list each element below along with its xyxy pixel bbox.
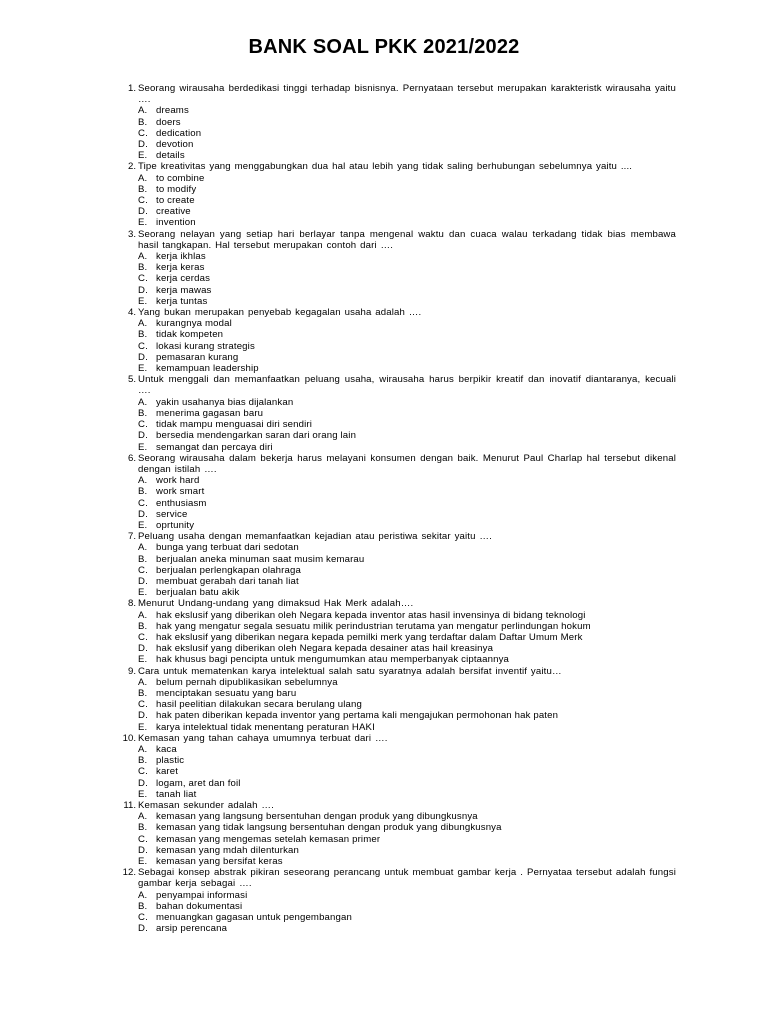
option-text: berjualan perlengkapan olahraga	[156, 564, 301, 576]
option-letter: C.	[138, 127, 148, 139]
option-text: hak paten diberikan kepada inventor yang pertama kali mengajukan permohonan hak paten	[156, 710, 559, 722]
question-number: 1.	[127, 83, 136, 94]
option-text: hak khusus bagi pencipta untuk mengumumkan atau memperbanyak ciptaannya	[156, 654, 510, 666]
answer-option	[138, 352, 676, 363]
option-text: yakin usahanya bias dijalankan	[156, 396, 294, 408]
answer-option	[138, 195, 676, 206]
question-text: Seorang wirausaha dalam bekerja harus melayani konsumen dengan baik. Menurut Paul Charlap hal tersebut dikenal dengan istilah ….	[138, 452, 676, 475]
option-letter: E.	[138, 150, 148, 162]
answer-option	[138, 475, 676, 486]
option-letter: A.	[138, 743, 148, 755]
answer-option	[138, 318, 676, 329]
option-letter: A.	[138, 542, 148, 554]
option-text: tidak mampu menguasai diri sendiri	[156, 419, 313, 431]
option-letter: E.	[138, 587, 148, 599]
option-text: details	[156, 150, 185, 162]
answer-option	[138, 117, 676, 128]
answer-option	[138, 285, 676, 296]
option-text: karya intelektual tidak menentang peraturan HAKI	[156, 721, 375, 733]
option-text: invention	[156, 217, 196, 229]
answer-option	[138, 722, 676, 733]
question-item	[110, 161, 676, 228]
option-text: bahan dokumentasi	[156, 900, 243, 912]
option-text: kemasan yang mengemas setelah kemasan primer	[156, 833, 381, 845]
answer-options	[110, 251, 676, 307]
option-letter: C.	[138, 195, 148, 207]
answer-option	[138, 621, 676, 632]
answer-option	[138, 610, 676, 621]
option-text: to create	[156, 195, 195, 207]
answer-option	[138, 262, 676, 273]
option-letter: B.	[138, 620, 148, 632]
question-item	[110, 531, 676, 598]
option-text: kerja cerdas	[156, 273, 211, 285]
answer-option	[138, 643, 676, 654]
answer-options	[110, 397, 676, 453]
option-text: doers	[156, 116, 181, 128]
answer-option	[138, 520, 676, 531]
option-text: kemasan yang bersifat keras	[156, 856, 283, 868]
option-text: menuangkan gagasan untuk pengembangan	[156, 912, 352, 924]
option-text: hak ekslusif yang diberikan oleh Negara kepada inventor atas hasil invensinya di bidang teknologi	[156, 609, 586, 621]
question-item	[110, 374, 676, 452]
option-text: devotion	[156, 139, 194, 151]
answer-option	[138, 912, 676, 923]
option-letter: B.	[138, 553, 148, 565]
answer-options	[110, 173, 676, 229]
answer-option	[138, 744, 676, 755]
option-letter: E.	[138, 441, 148, 453]
answer-options	[110, 811, 676, 867]
answer-option	[138, 755, 676, 766]
option-letter: B.	[138, 822, 148, 834]
answer-option	[138, 296, 676, 307]
answer-option	[138, 430, 676, 441]
question-number: 11.	[123, 800, 136, 811]
option-text: service	[156, 508, 188, 520]
option-text: creative	[156, 206, 191, 218]
question-text: Sebagai konsep abstrak pikiran seseorang perancang untuk membuat gambar kerja . Pernyataa tersebut adalah fungsi gambar kerja sebagai ….	[138, 867, 676, 890]
question-item	[110, 867, 676, 934]
option-letter: D.	[138, 284, 148, 296]
option-text: bunga yang terbuat dari sedotan	[156, 542, 299, 554]
answer-option	[138, 329, 676, 340]
option-letter: B.	[138, 329, 148, 341]
option-letter: E.	[138, 217, 148, 229]
answer-option	[138, 251, 676, 262]
option-text: bersedia mendengarkan saran dari orang lain	[156, 430, 357, 442]
answer-option	[138, 273, 676, 284]
answer-option	[138, 710, 676, 721]
option-letter: D.	[138, 351, 148, 363]
question-number: 5.	[127, 374, 136, 386]
option-letter: B.	[138, 262, 148, 274]
option-letter: D.	[138, 206, 148, 218]
question-number: 7.	[127, 531, 136, 543]
option-text: to modify	[156, 183, 197, 195]
option-text: pemasaran kurang	[156, 351, 239, 363]
question-text: Yang bukan merupakan penyebab kegagalan usaha adalah ….	[138, 307, 422, 319]
option-letter: E.	[138, 721, 148, 733]
answer-option	[138, 509, 676, 520]
option-letter: E.	[138, 856, 148, 868]
option-text: kurangnya modal	[156, 318, 232, 330]
option-letter: C.	[138, 766, 148, 778]
option-text: to combine	[156, 172, 205, 184]
answer-option	[138, 677, 676, 688]
option-letter: D.	[138, 777, 148, 789]
answer-options	[110, 542, 676, 598]
question-number: 4.	[127, 307, 136, 319]
question-item	[110, 83, 676, 161]
answer-options	[110, 610, 676, 666]
option-text: dreams	[156, 105, 189, 117]
question-text: Untuk menggali dan memanfaatkan peluang usaha, wirausaha harus berpikir kreatif dan inovatif diantaranya, kecuali ….	[138, 374, 676, 397]
option-text: kerja keras	[156, 262, 205, 274]
answer-options	[110, 890, 676, 935]
option-text: belum pernah dipublikasikan sebelumnya	[156, 676, 338, 688]
answer-option	[138, 442, 676, 453]
question-text: Seorang nelayan yang setiap hari berlayar tanpa mengenal waktu dan cuaca walau terkadang tidak bias membawa hasil tangkapan. Hal tersebut merupakan contoh dari ….	[138, 228, 676, 251]
answer-options	[110, 475, 676, 531]
option-text: dedication	[156, 127, 202, 139]
answer-options	[110, 744, 676, 800]
option-text: kerja ikhlas	[156, 251, 206, 263]
option-text: karet	[156, 766, 179, 778]
option-text: kemampuan leadership	[156, 363, 259, 375]
option-letter: C.	[138, 273, 148, 285]
answer-option	[138, 766, 676, 777]
option-text: work hard	[156, 475, 200, 487]
option-text: hak yang mengatur segala sesuatu milik perindustrian terutama yan mengatur perlindungan hokum	[156, 620, 591, 632]
option-letter: A.	[138, 251, 148, 263]
answer-option	[138, 184, 676, 195]
option-text: oprtunity	[156, 519, 195, 531]
option-text: menciptakan sesuatu yang baru	[156, 687, 297, 699]
answer-options	[110, 318, 676, 374]
option-letter: D.	[138, 643, 148, 655]
option-letter: D.	[138, 923, 148, 935]
option-letter: C.	[138, 912, 148, 924]
answer-option	[138, 128, 676, 139]
option-letter: B.	[138, 687, 148, 699]
option-letter: A.	[138, 475, 148, 487]
option-letter: A.	[138, 172, 148, 184]
option-letter: E.	[138, 363, 148, 375]
option-text: plastic	[156, 755, 185, 767]
question-text: Peluang usaha dengan memanfaatkan kejadian atau peristiwa sekitar yaitu ….	[138, 531, 492, 543]
question-number: 10.	[122, 732, 136, 744]
option-letter: B.	[138, 755, 148, 767]
option-text: hasil peelitian dilakukan secara berulang ulang	[156, 699, 362, 711]
option-letter: A.	[138, 105, 148, 117]
question-item	[110, 733, 676, 800]
question-text: Tipe kreativitas yang menggabungkan dua hal atau lebih yang tidak saling berhubungan sebelumnya yaitu ....	[138, 161, 633, 173]
option-text: hak ekslusif yang diberikan negara kepada pemilki merk yang terdaftar dalam Daftar Umum Merk	[156, 631, 583, 643]
option-letter: C.	[138, 419, 148, 431]
question-item	[110, 598, 676, 665]
option-letter: D.	[138, 430, 148, 442]
answer-option	[138, 150, 676, 161]
answer-option	[138, 173, 676, 184]
answer-option	[138, 654, 676, 665]
answer-option	[138, 845, 676, 856]
answer-option	[138, 778, 676, 789]
answer-option	[138, 890, 676, 901]
option-letter: A.	[138, 318, 148, 330]
option-text: work smart	[156, 486, 205, 498]
question-number: 2.	[127, 161, 136, 173]
option-letter: C.	[138, 564, 148, 576]
option-letter: B.	[138, 183, 148, 195]
option-letter: C.	[138, 699, 148, 711]
option-letter: B.	[138, 407, 148, 419]
question-text: Menurut Undang-undang yang dimaksud Hak Merk adalah….	[138, 598, 414, 610]
question-text: Kemasan yang tahan cahaya umumnya terbuat dari ….	[138, 732, 388, 744]
option-letter: C.	[138, 631, 148, 643]
answer-option	[138, 789, 676, 800]
answer-option	[138, 587, 676, 598]
option-text: semangat dan percaya diri	[156, 441, 273, 453]
option-text: kemasan yang langsung bersentuhan dengan produk yang dibungkusnya	[156, 811, 478, 823]
option-text: kemasan yang tidak langsung bersentuhan dengan produk yang dibungkusnya	[156, 822, 502, 834]
option-text: berjualan aneka minuman saat musim kemarau	[156, 553, 365, 565]
answer-option	[138, 699, 676, 710]
answer-option	[138, 397, 676, 408]
question-number: 8.	[127, 598, 136, 610]
option-letter: E.	[138, 295, 148, 307]
option-letter: A.	[138, 889, 148, 901]
question-text: Cara untuk mematenkan karya intelektual salah satu syaratnya adalah bersifat inventif yaitu…	[138, 665, 562, 677]
answer-option	[138, 834, 676, 845]
page-title: BANK SOAL PKK 2021/2022	[248, 36, 520, 58]
option-text: kaca	[156, 743, 177, 755]
answer-option	[138, 341, 676, 352]
answer-option	[138, 822, 676, 833]
option-letter: C.	[138, 833, 148, 845]
option-text: berjualan batu akik	[156, 587, 240, 599]
answer-option	[138, 542, 676, 553]
answer-option	[138, 105, 676, 116]
option-letter: B.	[138, 486, 148, 498]
answer-option	[138, 923, 676, 934]
question-item	[110, 229, 676, 307]
option-text: penyampai informasi	[156, 889, 248, 901]
answer-option	[138, 498, 676, 509]
answer-option	[138, 901, 676, 912]
question-number: 12.	[122, 867, 136, 879]
option-letter: D.	[138, 139, 148, 151]
option-text: tidak kompeten	[156, 329, 224, 341]
answer-option	[138, 206, 676, 217]
answer-option	[138, 217, 676, 228]
option-text: enthusiasm	[156, 497, 207, 509]
option-letter: B.	[138, 116, 148, 128]
option-letter: E.	[138, 519, 148, 531]
option-text: logam, aret dan foil	[156, 777, 241, 789]
answer-option	[138, 576, 676, 587]
option-letter: D.	[138, 508, 148, 520]
answer-option	[138, 632, 676, 643]
answer-option	[138, 139, 676, 150]
option-letter: C.	[138, 340, 148, 352]
question-list	[0, 83, 768, 934]
option-letter: D.	[138, 575, 148, 587]
option-letter: A.	[138, 396, 148, 408]
option-text: hak ekslusif yang diberikan oleh Negara kepada desainer atas hail kreasinya	[156, 643, 494, 655]
answer-option	[138, 419, 676, 430]
option-text: arsip perencana	[156, 923, 228, 935]
question-number: 3.	[127, 228, 136, 240]
question-text: Seorang wirausaha berdedikasi tinggi terhadap bisnisnya. Pernyataan tersebut merupakan karakteristk wirausaha yaitu ….	[138, 83, 676, 106]
option-text: kerja mawas	[156, 284, 212, 296]
answer-options	[110, 677, 676, 733]
question-number: 6.	[127, 452, 136, 464]
option-letter: C.	[138, 497, 148, 509]
option-letter: D.	[138, 710, 148, 722]
option-letter: E.	[138, 788, 148, 800]
answer-option	[138, 688, 676, 699]
option-letter: A.	[138, 609, 148, 621]
question-item	[110, 453, 676, 531]
answer-option	[138, 486, 676, 497]
option-text: menerima gagasan baru	[156, 407, 264, 419]
option-text: kemasan yang mdah dilenturkan	[156, 844, 300, 856]
option-letter: D.	[138, 844, 148, 856]
answer-option	[138, 811, 676, 822]
option-text: kerja tuntas	[156, 295, 208, 307]
question-number: 9.	[127, 665, 136, 677]
answer-option	[138, 554, 676, 565]
option-text: membuat gerabah dari tanah liat	[156, 575, 299, 587]
option-letter: A.	[138, 811, 148, 823]
option-letter: A.	[138, 676, 148, 688]
answer-option	[138, 565, 676, 576]
option-letter: E.	[138, 654, 148, 666]
answer-options	[110, 105, 676, 161]
option-text: tanah liat	[156, 788, 197, 800]
answer-option	[138, 408, 676, 419]
question-item	[110, 800, 676, 867]
answer-option	[138, 856, 676, 867]
option-letter: B.	[138, 900, 148, 912]
question-item	[110, 307, 676, 374]
question-text: Kemasan sekunder adalah ….	[138, 800, 274, 811]
question-item	[110, 666, 676, 733]
option-text: lokasi kurang strategis	[156, 340, 255, 352]
answer-option	[138, 363, 676, 374]
